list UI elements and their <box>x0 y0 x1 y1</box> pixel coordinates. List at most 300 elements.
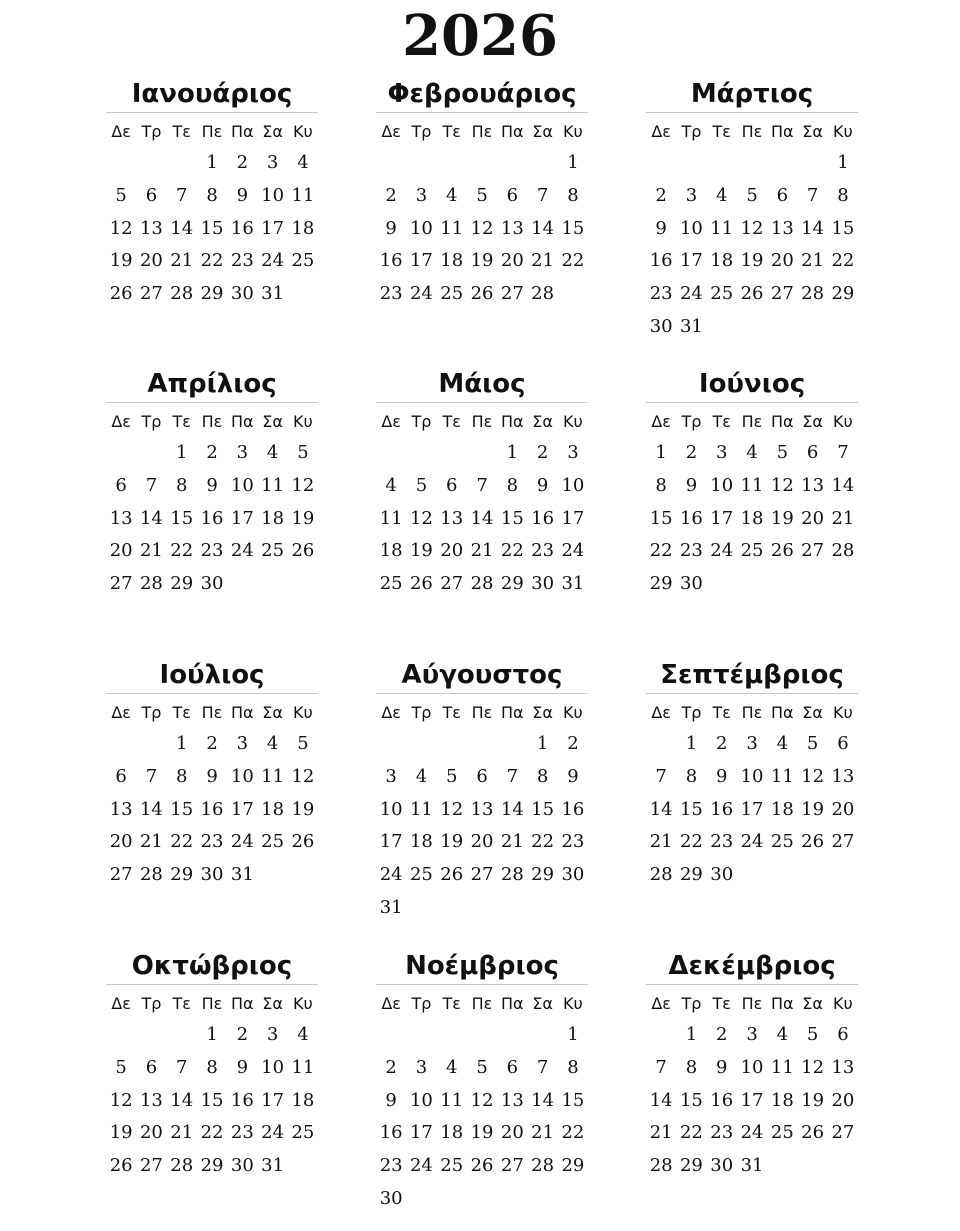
day-blank <box>106 437 136 470</box>
weekday-label: Κυ <box>832 702 853 722</box>
weekday-label: Τρ <box>141 121 162 141</box>
day-cell: 24 <box>230 831 254 853</box>
weekday-label: Τε <box>712 993 731 1013</box>
day-cell: 19 <box>409 540 433 562</box>
day-cell: 20 <box>831 1089 855 1111</box>
day-cell: 20 <box>109 540 133 562</box>
weekday-header <box>376 696 588 728</box>
day-blank <box>767 147 797 180</box>
day-blank <box>646 1019 676 1052</box>
day-cell: 4 <box>297 152 309 173</box>
weekday-label: Κυ <box>562 121 583 141</box>
day-cell: 6 <box>145 184 158 206</box>
day-cell: 17 <box>740 798 764 820</box>
day-cell: 14 <box>139 798 163 820</box>
month-title: Οκτώβριος <box>106 948 318 985</box>
day-cell: 3 <box>746 1024 758 1045</box>
day-cell: 1 <box>567 152 579 173</box>
day-cell: 30 <box>649 315 673 337</box>
weekday-label: Τε <box>172 121 191 141</box>
month-5 <box>376 366 588 601</box>
day-blank <box>437 147 467 180</box>
weekday-label: Πα <box>770 993 794 1013</box>
day-cell: 21 <box>470 540 494 562</box>
day-blank <box>646 147 676 180</box>
day-cell: 24 <box>679 283 703 305</box>
day-cell: 14 <box>470 507 494 529</box>
weekday-header <box>106 405 318 437</box>
day-cell: 20 <box>500 1122 524 1144</box>
day-blank <box>467 1019 497 1052</box>
day-blank <box>376 728 406 761</box>
weekday-label: Σα <box>802 702 823 722</box>
day-blank <box>437 1019 467 1052</box>
day-cell: 7 <box>176 1056 188 1078</box>
day-cell: 3 <box>266 1024 279 1045</box>
day-cell: 22 <box>531 831 555 853</box>
day-cell: 5 <box>476 1056 488 1078</box>
day-cell: 1 <box>655 442 667 463</box>
day-grid <box>376 147 588 311</box>
day-cell: 28 <box>831 540 855 562</box>
day-cell: 21 <box>170 250 194 272</box>
day-cell: 28 <box>801 283 825 305</box>
day-cell: 10 <box>740 765 764 787</box>
weekday-label: Δε <box>111 993 131 1013</box>
day-cell: 12 <box>291 765 315 787</box>
day-cell: 21 <box>531 250 555 272</box>
day-cell: 27 <box>770 283 794 305</box>
day-cell: 13 <box>770 217 794 239</box>
weekday-label: Δε <box>651 121 671 141</box>
day-cell: 17 <box>379 831 403 853</box>
day-cell: 4 <box>446 184 458 206</box>
day-cell: 11 <box>291 1056 315 1078</box>
day-cell: 27 <box>801 540 825 562</box>
day-cell: 31 <box>679 315 703 337</box>
day-cell: 29 <box>679 1155 703 1177</box>
month-12 <box>646 948 858 1183</box>
day-cell: 29 <box>831 283 855 305</box>
day-cell: 24 <box>261 1122 285 1144</box>
day-cell: 18 <box>770 798 794 820</box>
day-cell: 18 <box>291 1089 315 1111</box>
day-blank <box>136 437 166 470</box>
day-cell: 24 <box>710 540 734 562</box>
day-cell: 15 <box>200 1089 224 1111</box>
weekday-label: Κυ <box>292 993 313 1013</box>
day-cell: 11 <box>770 765 794 787</box>
weekday-label: Πε <box>741 993 763 1013</box>
month-title: Ιούνιος <box>646 366 858 403</box>
weekday-label: Πε <box>201 121 223 141</box>
day-cell: 16 <box>230 1089 254 1111</box>
day-cell: 18 <box>409 831 433 853</box>
day-cell: 30 <box>200 864 224 886</box>
day-cell: 27 <box>500 283 524 305</box>
day-cell: 2 <box>236 152 249 173</box>
day-cell: 20 <box>109 831 133 853</box>
day-cell: 8 <box>685 1056 698 1078</box>
weekday-label: Τρ <box>681 993 702 1013</box>
day-cell: 2 <box>206 442 218 463</box>
day-cell: 10 <box>409 217 433 239</box>
day-cell: 13 <box>109 798 133 820</box>
month-title: Μάιος <box>376 366 588 403</box>
day-cell: 6 <box>776 184 789 206</box>
day-cell: 8 <box>685 765 698 787</box>
day-cell: 27 <box>139 283 163 305</box>
day-grid <box>106 728 318 892</box>
day-grid <box>376 728 588 925</box>
day-cell: 10 <box>679 217 703 239</box>
day-cell: 1 <box>206 152 218 173</box>
day-cell: 29 <box>561 1155 585 1177</box>
weekday-label: Κυ <box>292 702 313 722</box>
day-cell: 16 <box>200 798 224 820</box>
day-cell: 17 <box>679 250 703 272</box>
day-cell: 5 <box>115 184 127 206</box>
weekday-label: Τρ <box>681 121 702 141</box>
day-cell: 22 <box>649 540 673 562</box>
day-cell: 13 <box>801 474 825 496</box>
day-cell: 25 <box>770 831 794 853</box>
weekday-label: Πε <box>741 121 763 141</box>
day-cell: 23 <box>710 1122 734 1144</box>
day-cell: 7 <box>655 1056 667 1078</box>
day-cell: 30 <box>230 283 254 305</box>
day-cell: 22 <box>170 540 194 562</box>
day-cell: 30 <box>561 864 585 886</box>
month-title: Μάρτιος <box>646 76 858 113</box>
day-cell: 13 <box>500 217 524 239</box>
day-cell: 7 <box>655 765 667 787</box>
day-cell: 23 <box>230 250 254 272</box>
day-blank <box>136 147 166 180</box>
weekday-label: Σα <box>262 993 283 1013</box>
weekday-label: Δε <box>651 411 671 431</box>
day-cell: 9 <box>206 765 218 787</box>
day-cell: 7 <box>145 765 158 787</box>
weekday-label: Τρ <box>411 411 432 431</box>
month-3 <box>646 76 858 344</box>
day-cell: 19 <box>291 507 315 529</box>
day-cell: 13 <box>139 217 163 239</box>
day-blank <box>106 147 136 180</box>
day-blank <box>406 728 436 761</box>
day-cell: 29 <box>170 864 194 886</box>
day-cell: 17 <box>561 507 585 529</box>
day-cell: 21 <box>500 831 524 853</box>
month-title: Αύγουστος <box>376 657 588 694</box>
day-cell: 31 <box>379 896 403 918</box>
day-cell: 11 <box>740 474 764 496</box>
day-blank <box>527 1019 557 1052</box>
day-cell: 15 <box>649 507 673 529</box>
day-cell: 24 <box>740 831 764 853</box>
month-title: Ιούλιος <box>106 657 318 694</box>
day-cell: 5 <box>776 442 789 463</box>
day-cell: 28 <box>170 1155 194 1177</box>
day-cell: 6 <box>115 474 127 496</box>
day-cell: 22 <box>500 540 524 562</box>
day-cell: 24 <box>409 1155 433 1177</box>
day-cell: 31 <box>740 1155 764 1177</box>
day-cell: 23 <box>230 1122 254 1144</box>
day-cell: 21 <box>831 507 855 529</box>
day-cell: 15 <box>561 217 585 239</box>
day-cell: 11 <box>409 798 433 820</box>
day-cell: 22 <box>679 1122 703 1144</box>
weekday-label: Πε <box>471 702 493 722</box>
day-cell: 23 <box>710 831 734 853</box>
day-blank <box>167 1019 197 1052</box>
day-cell: 11 <box>440 1089 464 1111</box>
day-cell: 18 <box>261 798 285 820</box>
day-cell: 17 <box>409 250 433 272</box>
month-title: Φεβρουάριος <box>376 76 588 113</box>
day-cell: 10 <box>230 474 254 496</box>
weekday-header <box>106 987 318 1019</box>
day-cell: 16 <box>379 1122 403 1144</box>
day-cell: 24 <box>561 540 585 562</box>
month-9 <box>646 657 858 892</box>
day-grid <box>646 147 858 344</box>
day-grid <box>106 437 318 601</box>
day-cell: 11 <box>710 217 734 239</box>
weekday-label: Τε <box>172 993 191 1013</box>
month-title: Δεκέμβριος <box>646 948 858 985</box>
day-blank <box>497 728 527 761</box>
month-1 <box>106 76 318 311</box>
day-cell: 11 <box>770 1056 794 1078</box>
day-cell: 5 <box>297 442 309 463</box>
day-cell: 5 <box>806 1024 819 1045</box>
day-cell: 8 <box>176 765 188 787</box>
day-blank <box>497 147 527 180</box>
day-cell: 13 <box>440 507 464 529</box>
day-cell: 20 <box>139 1122 163 1144</box>
day-cell: 21 <box>649 831 673 853</box>
weekday-label: Σα <box>802 411 823 431</box>
weekday-label: Τε <box>712 702 731 722</box>
weekday-label: Πα <box>500 411 524 431</box>
day-cell: 2 <box>536 442 549 463</box>
day-cell: 12 <box>801 765 825 787</box>
day-blank <box>467 437 497 470</box>
day-cell: 1 <box>685 1024 698 1045</box>
day-cell: 25 <box>440 1155 464 1177</box>
day-blank <box>136 1019 166 1052</box>
day-cell: 9 <box>206 474 218 496</box>
day-cell: 7 <box>176 184 188 206</box>
weekday-label: Σα <box>532 993 553 1013</box>
day-cell: 12 <box>470 1089 494 1111</box>
day-cell: 29 <box>531 864 555 886</box>
weekday-label: Πα <box>230 411 254 431</box>
day-cell: 29 <box>649 573 673 595</box>
day-cell: 20 <box>801 507 825 529</box>
day-cell: 3 <box>266 152 279 173</box>
day-cell: 7 <box>536 1056 549 1078</box>
day-cell: 26 <box>470 1155 494 1177</box>
weekday-label: Πα <box>500 993 524 1013</box>
day-cell: 15 <box>531 798 555 820</box>
day-cell: 12 <box>740 217 764 239</box>
day-blank <box>527 147 557 180</box>
day-cell: 17 <box>740 1089 764 1111</box>
day-cell: 17 <box>230 798 254 820</box>
day-cell: 19 <box>291 798 315 820</box>
day-cell: 25 <box>409 864 433 886</box>
day-cell: 16 <box>710 1089 734 1111</box>
day-cell: 14 <box>649 1089 673 1111</box>
weekday-header <box>646 115 858 147</box>
day-cell: 28 <box>139 573 163 595</box>
day-cell: 28 <box>500 864 524 886</box>
day-cell: 3 <box>385 765 397 787</box>
day-cell: 7 <box>506 765 519 787</box>
day-cell: 2 <box>655 184 667 206</box>
day-cell: 14 <box>531 1089 555 1111</box>
day-cell: 7 <box>536 184 549 206</box>
day-cell: 3 <box>716 442 728 463</box>
day-cell: 1 <box>567 1024 579 1045</box>
weekday-label: Κυ <box>832 993 853 1013</box>
day-cell: 26 <box>291 831 315 853</box>
weekday-label: Πα <box>770 702 794 722</box>
weekday-label: Κυ <box>562 993 583 1013</box>
day-cell: 16 <box>561 798 585 820</box>
day-cell: 23 <box>649 283 673 305</box>
weekday-label: Πε <box>471 121 493 141</box>
weekday-label: Δε <box>381 993 401 1013</box>
month-6 <box>646 366 858 601</box>
weekday-label: Δε <box>651 702 671 722</box>
day-blank <box>437 728 467 761</box>
day-cell: 15 <box>679 1089 703 1111</box>
day-cell: 1 <box>206 1024 218 1045</box>
day-cell: 19 <box>109 1122 133 1144</box>
weekday-label: Πε <box>201 993 223 1013</box>
day-cell: 19 <box>109 250 133 272</box>
day-cell: 31 <box>230 864 254 886</box>
day-grid <box>106 1019 318 1183</box>
day-blank <box>437 437 467 470</box>
day-cell: 8 <box>506 474 519 496</box>
day-cell: 10 <box>379 798 403 820</box>
day-cell: 2 <box>716 1024 728 1045</box>
day-cell: 2 <box>685 442 698 463</box>
day-cell: 30 <box>710 1155 734 1177</box>
day-cell: 7 <box>837 442 849 463</box>
day-cell: 12 <box>770 474 794 496</box>
day-cell: 18 <box>440 250 464 272</box>
weekday-header <box>646 987 858 1019</box>
day-cell: 6 <box>837 1024 849 1045</box>
day-blank <box>106 728 136 761</box>
weekday-label: Πε <box>741 702 763 722</box>
day-cell: 18 <box>770 1089 794 1111</box>
day-cell: 26 <box>470 283 494 305</box>
day-cell: 4 <box>776 733 789 754</box>
day-cell: 2 <box>206 733 218 754</box>
weekday-header <box>376 405 588 437</box>
weekday-label: Τρ <box>141 702 162 722</box>
day-cell: 12 <box>291 474 315 496</box>
weekday-header <box>376 987 588 1019</box>
day-cell: 28 <box>531 1155 555 1177</box>
day-cell: 31 <box>561 573 585 595</box>
day-cell: 29 <box>500 573 524 595</box>
weekday-label: Τε <box>172 702 191 722</box>
weekday-label: Πα <box>500 121 524 141</box>
day-cell: 22 <box>561 1122 585 1144</box>
day-cell: 16 <box>649 250 673 272</box>
day-cell: 7 <box>476 474 488 496</box>
day-cell: 23 <box>561 831 585 853</box>
day-cell: 29 <box>679 864 703 886</box>
weekday-header <box>376 115 588 147</box>
day-cell: 25 <box>770 1122 794 1144</box>
weekday-label: Πε <box>201 411 223 431</box>
day-cell: 18 <box>379 540 403 562</box>
weekday-label: Πα <box>500 702 524 722</box>
day-grid <box>376 1019 588 1216</box>
day-cell: 20 <box>770 250 794 272</box>
day-cell: 11 <box>291 184 315 206</box>
weekday-label: Τε <box>442 411 461 431</box>
day-cell: 6 <box>806 442 819 463</box>
day-cell: 6 <box>476 765 488 787</box>
day-cell: 19 <box>740 250 764 272</box>
day-cell: 15 <box>679 798 703 820</box>
day-blank <box>707 147 737 180</box>
day-cell: 9 <box>236 1056 249 1078</box>
day-cell: 31 <box>261 283 285 305</box>
day-cell: 26 <box>409 573 433 595</box>
day-blank <box>376 1019 406 1052</box>
day-cell: 3 <box>685 184 698 206</box>
day-cell: 15 <box>561 1089 585 1111</box>
day-cell: 10 <box>230 765 254 787</box>
day-cell: 13 <box>500 1089 524 1111</box>
weekday-label: Τρ <box>141 993 162 1013</box>
weekday-label: Πα <box>230 702 254 722</box>
day-cell: 5 <box>115 1056 127 1078</box>
day-cell: 25 <box>261 540 285 562</box>
day-blank <box>737 147 767 180</box>
weekday-label: Τε <box>442 121 461 141</box>
day-cell: 5 <box>446 765 458 787</box>
day-grid <box>646 437 858 601</box>
day-cell: 23 <box>379 283 403 305</box>
day-cell: 12 <box>801 1056 825 1078</box>
weekday-label: Τρ <box>141 411 162 431</box>
weekday-label: Δε <box>381 411 401 431</box>
day-cell: 18 <box>710 250 734 272</box>
day-cell: 18 <box>440 1122 464 1144</box>
day-cell: 26 <box>801 831 825 853</box>
day-cell: 8 <box>176 474 188 496</box>
day-cell: 18 <box>291 217 315 239</box>
day-cell: 4 <box>716 184 728 206</box>
weekday-label: Κυ <box>292 121 313 141</box>
day-cell: 30 <box>531 573 555 595</box>
month-title: Απρίλιος <box>106 366 318 403</box>
weekday-label: Πα <box>230 993 254 1013</box>
day-cell: 5 <box>746 184 758 206</box>
